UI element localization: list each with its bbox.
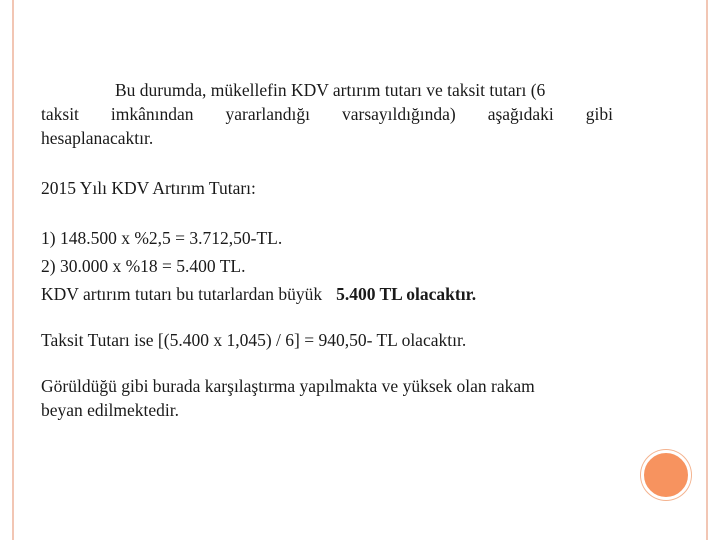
- intro-line-2: taksit imkânından yararlandığı varsayıldığında) aşağıdaki gibi: [41, 104, 613, 124]
- calc-item-1: 1) 148.500 x %2,5 = 3.712,50-TL.: [41, 228, 283, 248]
- calc-result-bold: 5.400 TL olacaktır.: [336, 284, 477, 304]
- conclusion-line-1: Görüldüğü gibi burada karşılaştırma yapılmakta ve yüksek olan rakam: [41, 376, 535, 396]
- calc-result-prefix: KDV artırım tutarı bu tutarlardan büyük: [41, 284, 323, 304]
- decorative-circle: [641, 450, 691, 500]
- conclusion-line-2: beyan edilmektedir.: [41, 400, 180, 420]
- calc-result: [41, 282, 613, 306]
- intro-paragraph: [41, 78, 613, 150]
- intro-line-1: Bu durumda, mükellefin KDV artırım tutarı ve taksit tutarı (6: [115, 80, 546, 100]
- calc-item-2: 2) 30.000 x %18 = 5.400 TL.: [41, 256, 246, 276]
- taksit-line: Taksit Tutarı ise [(5.400 x 1,045) / 6] = 940,50- TL olacaktır.: [41, 330, 467, 350]
- intro-line-3: hesaplanacaktır.: [41, 128, 154, 148]
- section-heading: 2015 Yılı KDV Artırım Tutarı:: [41, 178, 256, 198]
- slide-content: [41, 78, 613, 422]
